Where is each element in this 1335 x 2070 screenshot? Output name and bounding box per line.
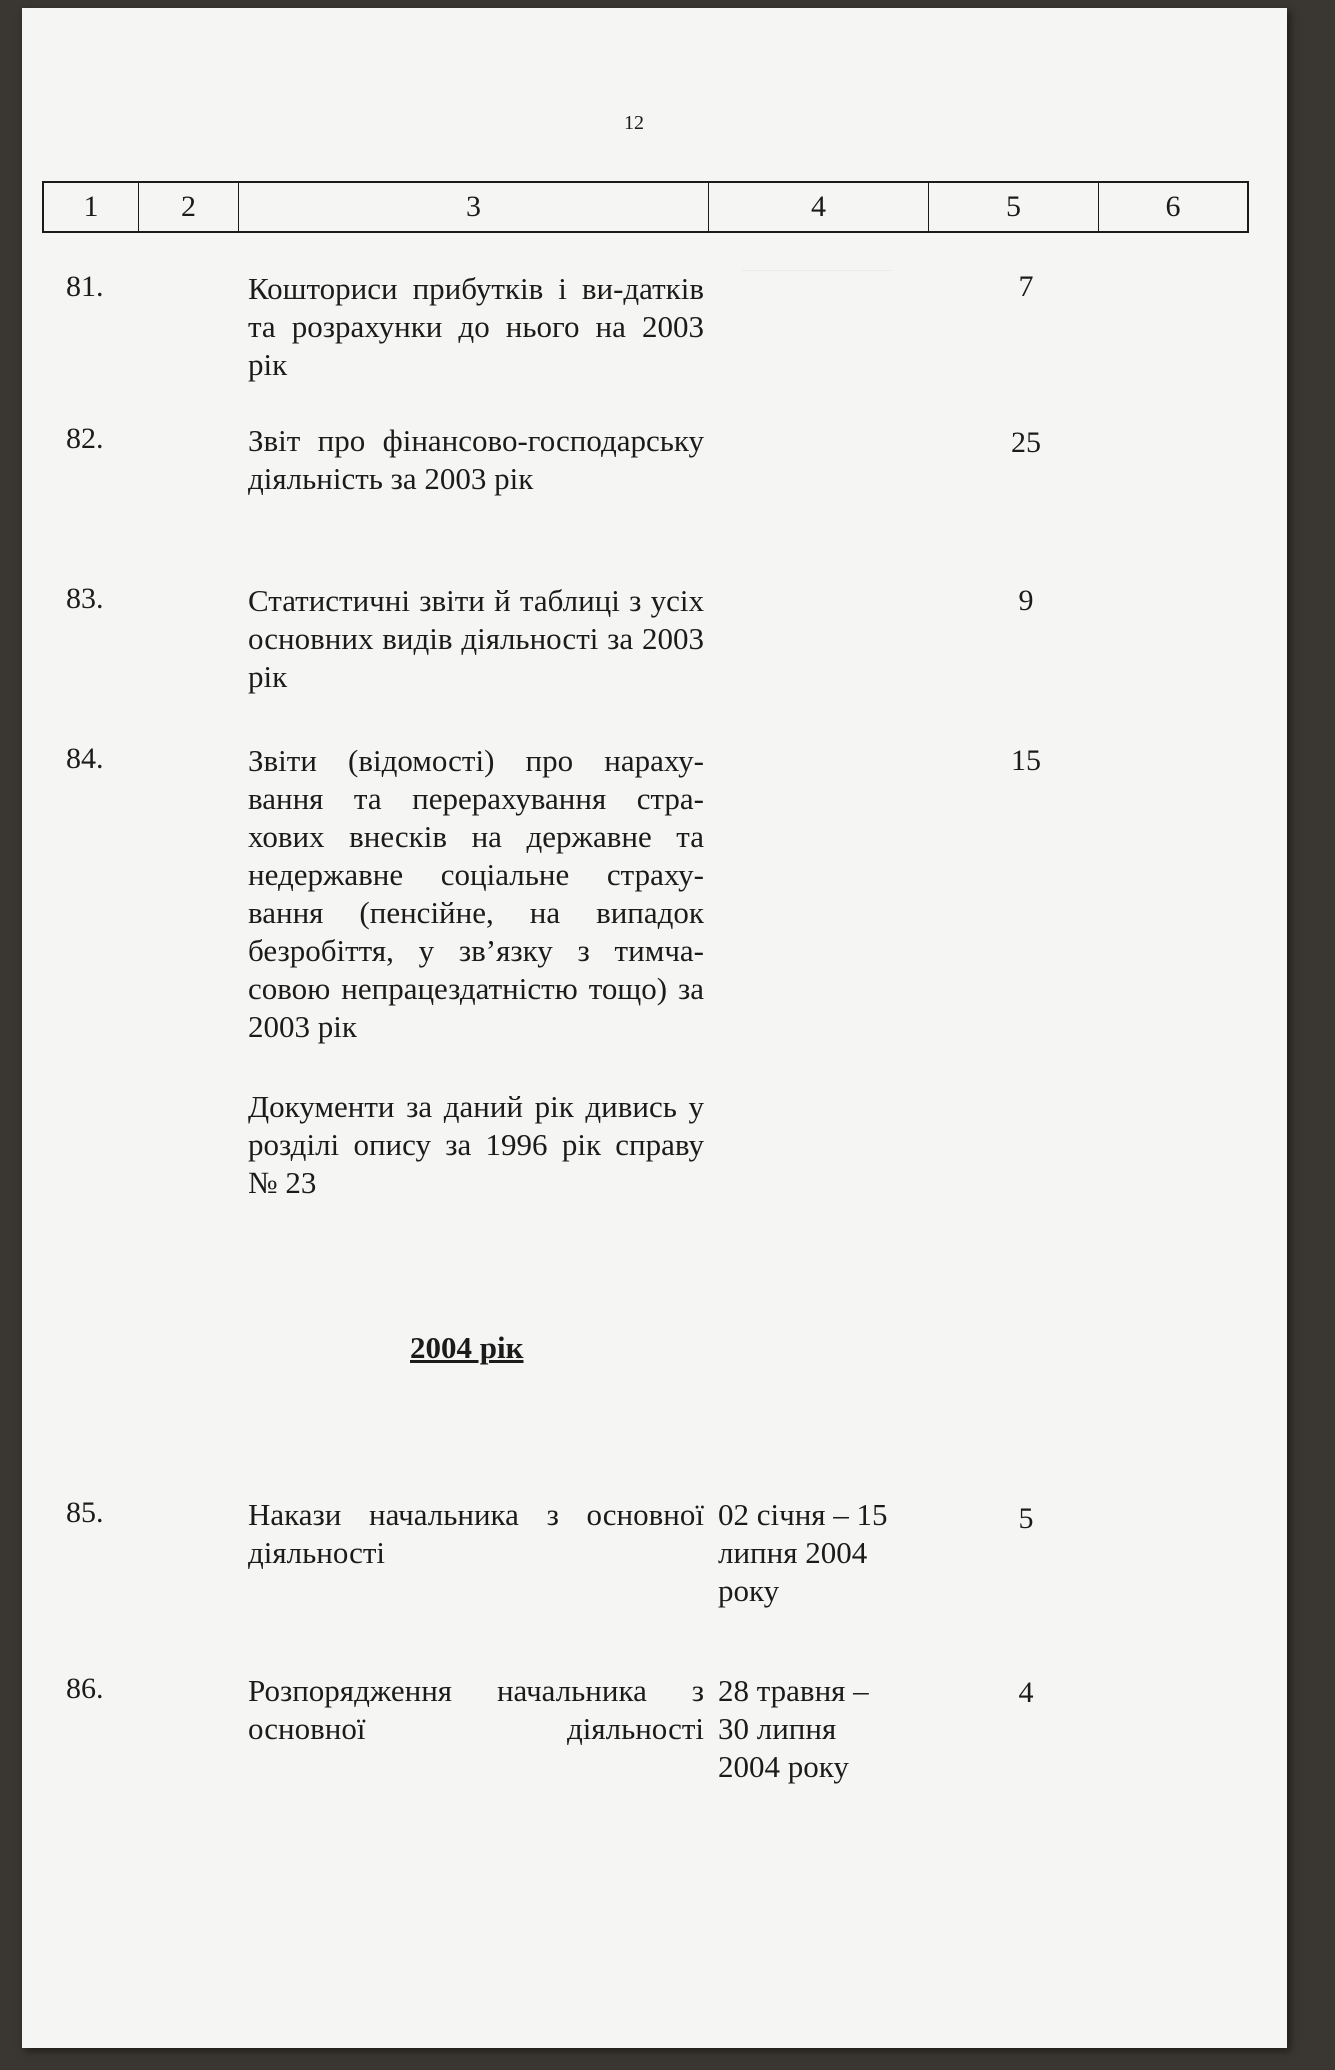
entry-sheet-count: 5: [1018, 1502, 1034, 1535]
entry-title: Кошториси прибутків і ви-датків та розрахунки до нього на 2003 рік: [248, 271, 704, 382]
entry-date-range: 28 травня – 30 липня 2004 року: [718, 1673, 869, 1784]
entry-title: Звіти (відомості) про нараху-вання та перерахування стра-хових внесків на державне та недержавне соціальне страху-вання (пенсійне, на випадок безробіття, у зв’язку з тимча-совою непрацездатністю тощо) за 2003 рік: [248, 743, 704, 1044]
entry-number: 83.: [66, 582, 104, 615]
entry-sheet-count: 15: [1011, 744, 1041, 777]
entry-date-range: 02 січня – 15 липня 2004 року: [718, 1497, 888, 1608]
entry-sheet-count: 9: [1018, 584, 1034, 617]
entry-number: 85.: [66, 1496, 104, 1529]
entry-sheet-count: 25: [1011, 426, 1041, 459]
entry-number: 84.: [66, 742, 104, 775]
column-header-2: 2: [139, 183, 239, 231]
column-header-row: [42, 181, 1249, 233]
entry-sheet-count: 4: [1018, 1676, 1034, 1709]
column-header-5: 5: [929, 183, 1099, 231]
column-header-4: 4: [709, 183, 929, 231]
column-header-6: 6: [1165, 190, 1181, 223]
year-heading: 2004 рік: [410, 1330, 524, 1365]
entry-title: Розпорядження начальника з основної діяльності: [248, 1673, 704, 1746]
entry-number: 82.: [66, 422, 104, 455]
entry-sheet-count: 7: [1018, 270, 1034, 303]
column-header-3: 3: [239, 183, 709, 231]
entry-title: Статистичні звіти й таблиці з усіх основних видів діяльності за 2003 рік: [248, 583, 704, 694]
entry-title: Звіт про фінансово-господарську діяльність за 2003 рік: [248, 423, 704, 496]
page-number: 12: [624, 112, 644, 134]
column-header-1: 1: [44, 183, 139, 231]
entry-title: Накази начальника з основної діяльності: [248, 1497, 704, 1570]
entry-number: 81.: [66, 270, 104, 303]
document-page: [22, 8, 1287, 2048]
cross-reference-note: Документи за даний рік дивись у розділі опису за 1996 рік справу № 23: [248, 1089, 704, 1200]
entry-number: 86.: [66, 1672, 104, 1705]
bleed-through-marks: [742, 270, 892, 331]
